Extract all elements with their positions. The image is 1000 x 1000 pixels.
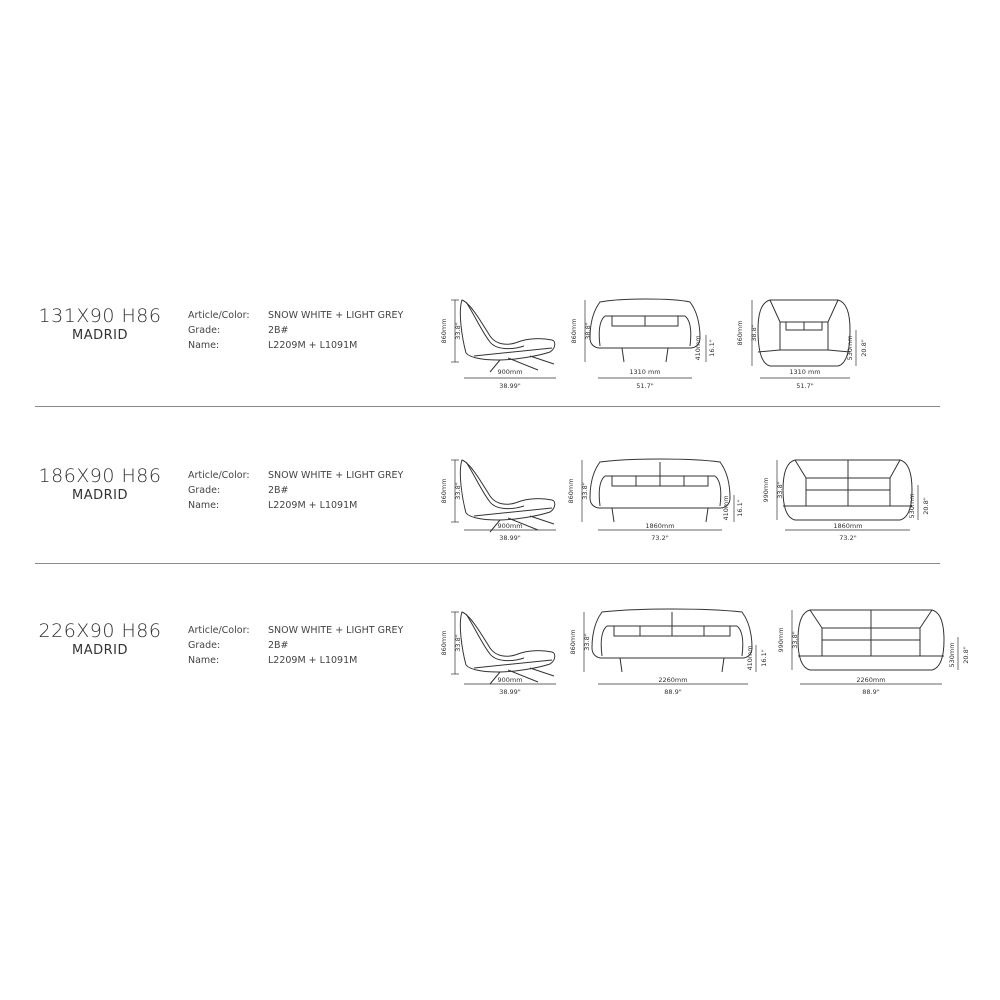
- dim-height-in: 33.8": [581, 482, 589, 500]
- dim-depth-mm: 530mm: [908, 493, 916, 519]
- dim-seat-in: 16.1": [760, 649, 768, 667]
- spec-article-color: Article/Color: SNOW WHITE + LIGHT GREY: [188, 310, 404, 321]
- dim-width-mm: 900mm: [497, 522, 523, 530]
- dim-depth-mm: 530mm: [948, 642, 956, 668]
- dim-width-mm: 1860mm: [833, 522, 863, 530]
- dim-depth-in: 20.8": [860, 339, 868, 357]
- top-view-drawing: [792, 610, 958, 684]
- dim-width-mm: 2260mm: [856, 676, 886, 684]
- spec-grade: Grade: 2B#: [188, 640, 289, 651]
- dim-depth-in: 20.8": [962, 646, 970, 664]
- dim-width-in: 51.7": [636, 382, 654, 390]
- top-view-drawing: [777, 460, 918, 530]
- front-view-drawing: [584, 609, 756, 684]
- dim-height-mm: 860mm: [570, 318, 578, 344]
- dim-height-in: 38.8": [584, 322, 592, 340]
- dim-seat-mm: 410mm: [694, 335, 702, 361]
- dim-depth-in: 20.8": [922, 497, 930, 515]
- dim-width-mm: 2260mm: [658, 676, 688, 684]
- spec-grade: Grade: 2B#: [188, 325, 289, 336]
- side-view-drawing: [440, 612, 556, 696]
- dim-width-in: 88.9": [862, 688, 880, 696]
- dim-height-in: 33.8": [454, 322, 462, 340]
- spec-grade: Grade: 2B#: [188, 485, 289, 496]
- product-name: MADRID: [72, 488, 128, 503]
- dim-width-mm: 1860mm: [645, 522, 675, 530]
- product-size: 131X90 H86: [38, 305, 162, 327]
- front-view-drawing: [582, 459, 734, 530]
- dim-seat-mm: 410mm: [722, 495, 730, 521]
- spec-name: Name: L2209M + L1091M: [188, 340, 358, 351]
- dim-height-in: 33.8": [454, 634, 462, 652]
- product-size: 226X90 H86: [38, 620, 162, 642]
- dim-height-mm: 990mm: [762, 477, 770, 503]
- dim-height-mm: 860mm: [440, 630, 448, 656]
- dim-seat-mm: 410mm: [746, 645, 754, 671]
- product-name: MADRID: [72, 643, 128, 658]
- front-view-drawing: [585, 299, 706, 378]
- dim-width-mm: 900mm: [497, 676, 523, 684]
- dim-height-in: 33.8": [454, 482, 462, 500]
- dim-height-in: 33.8": [791, 631, 799, 649]
- spec-name: Name: L2209M + L1091M: [188, 655, 358, 666]
- dim-height-mm: 860mm: [736, 320, 744, 346]
- dim-height-in: 38.8": [750, 324, 758, 342]
- dim-width-in: 73.2": [839, 534, 857, 542]
- dim-height-in: 33.8": [583, 633, 591, 651]
- spec-article-color: Article/Color: SNOW WHITE + LIGHT GREY: [188, 470, 404, 481]
- dim-height-mm: 860mm: [567, 478, 575, 504]
- dim-width-in: 38.99": [499, 534, 521, 542]
- dim-height-mm: 860mm: [569, 629, 577, 655]
- dim-width-mm: 1310 mm: [629, 368, 661, 376]
- side-view-drawing: [440, 460, 556, 542]
- spec-article-color: Article/Color: SNOW WHITE + LIGHT GREY: [188, 625, 404, 636]
- dim-height-mm: 860mm: [440, 318, 448, 344]
- dim-width-in: 51.7": [796, 382, 814, 390]
- spec-name: Name: L2209M + L1091M: [188, 500, 358, 511]
- dim-width-in: 73.2": [651, 534, 669, 542]
- dim-seat-in: 16.1": [708, 339, 716, 357]
- dim-height-mm: 990mm: [777, 627, 785, 653]
- dim-width-in: 38.99": [499, 382, 521, 390]
- dim-width-mm: 900mm: [497, 368, 523, 376]
- product-name: MADRID: [72, 328, 128, 343]
- dim-depth-mm: 530mm: [846, 335, 854, 361]
- product-size: 186X90 H86: [38, 465, 162, 487]
- top-view-drawing: [752, 300, 856, 378]
- dim-height-mm: 860mm: [440, 478, 448, 504]
- dim-width-mm: 1310 mm: [789, 368, 821, 376]
- dim-height-in: 33.8": [776, 481, 784, 499]
- dim-width-in: 38.99": [499, 688, 521, 696]
- dim-width-in: 88.9": [664, 688, 682, 696]
- dim-seat-in: 16.1": [736, 499, 744, 517]
- side-view-drawing: [440, 300, 556, 390]
